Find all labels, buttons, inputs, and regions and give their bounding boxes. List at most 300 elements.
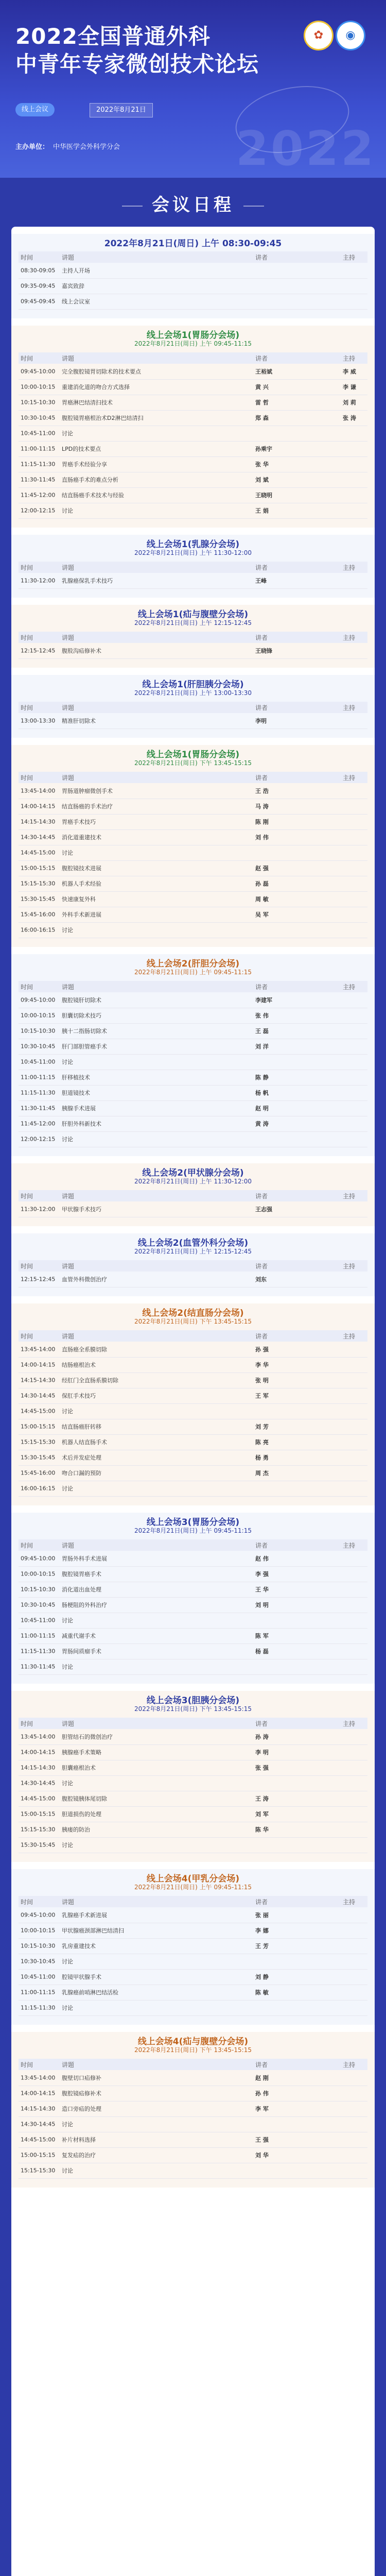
topic-cell: 腹腔镜肝切除术 [62,997,101,1004]
time-cell: 13:45-14:00 [21,1346,56,1353]
table-row [19,1775,367,1791]
section-subtitle: 2022年8月21日(周日) 下午 13:45-15:15 [134,2046,252,2054]
column-header-chair: 主持 [343,254,356,261]
agenda-panel [11,227,375,2576]
column-header-speaker: 讲者 [255,355,268,362]
column-header-speaker: 讲者 [255,1542,268,1549]
topic-cell: 腹腔镜胃癌根治术D2淋巴结清扫 [62,415,144,421]
section-title: 线上会场3(胃肠分会场) [146,1517,240,1528]
topic-cell: 嘉宾致辞 [62,283,84,290]
table-row [19,1760,367,1776]
topic-cell: 乳腺癌前哨淋巴结活检 [62,1989,118,1996]
topic-cell: 讨论 [62,927,73,934]
speaker-cell: 王 娟 [255,507,269,514]
time-cell: 10:30-10:45 [21,414,56,421]
time-cell: 14:15-14:30 [21,2105,56,2112]
section-title: 线上会场3(胆胰分会场) [146,1696,240,1706]
speaker-cell: 刘 静 [255,1974,269,1980]
topic-cell: 腹壁切口疝修补 [62,2075,101,2081]
table-row [19,2132,367,2148]
chair-cell: 李 谦 [343,384,356,391]
column-header-time: 时间 [21,704,33,711]
time-cell: 11:45-12:00 [21,1120,56,1127]
table-header [19,1718,367,1729]
topic-cell: 结直肠癌肝转移 [62,1423,101,1430]
speaker-cell: 李 强 [255,1571,269,1578]
agenda-section [11,605,375,668]
speaker-cell: 张 丽 [255,1912,269,1919]
table-header [19,1896,367,1907]
speaker-cell: 王 芳 [255,1943,269,1950]
time-cell: 10:00-10:15 [21,1927,56,1934]
topic-cell: 讨论 [62,1136,73,1143]
agenda-section [11,1513,375,1684]
topic-cell: 完全腹腔镜胃切除术的技术要点 [62,368,141,375]
topic-cell: 胃癌手术经验分享 [62,461,107,468]
topic-cell: 胆囊癌根治术 [62,1765,96,1771]
speaker-cell: 孙 涛 [255,1734,269,1740]
speaker-cell: 孙 磊 [255,880,269,887]
time-cell: 14:30-14:45 [21,1780,56,1787]
table-row [19,410,367,426]
speaker-cell: 黄 涛 [255,1121,269,1127]
table-row [19,1582,367,1598]
speaker-cell: 王 军 [255,1393,269,1399]
section-title: 线上会场2(肝胆分会场) [146,959,240,969]
table-row [19,1388,367,1404]
speaker-cell: 刘 斌 [255,477,269,483]
speaker-cell: 刘 华 [255,2152,269,2159]
table-row [19,814,367,830]
agenda-section [11,675,375,738]
time-cell: 10:00-10:15 [21,383,56,391]
column-header-topic: 讲题 [62,1542,75,1549]
section-subtitle: 2022年8月21日(周日) 上午 11:30-12:00 [134,549,252,556]
table-row [19,456,367,472]
topic-cell: 腹腔镜疝修补术 [62,2090,101,2097]
topic-cell: 机器人结直肠手术 [62,1439,107,1446]
table-row [19,441,367,457]
column-header-speaker: 讲者 [255,1720,268,1727]
column-header-topic: 讲题 [62,1333,75,1340]
time-cell: 11:15-11:30 [21,2004,56,2011]
table-row [19,2101,367,2117]
time-cell: 11:00-11:15 [21,1989,56,1996]
time-cell: 14:15-14:30 [21,818,56,825]
section-title: 2022年8月21日(周日) 上午 08:30-09:45 [104,239,282,249]
year-watermark: 2022 [235,121,376,176]
topic-cell: 讨论 [62,430,73,437]
topic-cell: 讨论 [62,1617,73,1624]
time-cell: 11:45-12:00 [21,492,56,499]
table-row [19,1822,367,1838]
table-header [19,1260,367,1272]
column-header-speaker: 讲者 [255,634,268,641]
column-header-time: 时间 [21,564,33,571]
time-cell: 09:45-09:45 [21,298,56,305]
section-title: 线上会场2(结直肠分会场) [142,1308,244,1318]
table-row [19,2086,367,2102]
time-cell: 09:45-10:00 [21,1911,56,1919]
table-row [19,1419,367,1435]
topic-cell: 直肠癌手术的难点分析 [62,477,118,483]
time-cell: 10:45-11:00 [21,1973,56,1980]
column-header-speaker: 讲者 [255,1263,268,1270]
agenda-section [11,954,375,1156]
topic-cell: 甲状腺手术技巧 [62,1206,101,1213]
table-row [19,1628,367,1644]
time-cell: 14:00-14:15 [21,1749,56,1756]
column-header-topic: 讲题 [62,2061,75,2069]
time-cell: 14:15-14:30 [21,1764,56,1771]
section-subtitle: 2022年8月21日(周日) 上午 11:30-12:00 [134,1178,252,1185]
table-row [19,1923,367,1939]
column-header-chair: 主持 [343,1263,356,1270]
speaker-cell: 王 强 [255,2137,269,2143]
topic-cell: 结肠癌根治术 [62,1362,96,1368]
time-cell: 13:45-14:00 [21,2074,56,2081]
table-row [19,1131,367,1147]
table-header [19,251,367,263]
event-date: 2022年8月21日 [90,103,153,117]
column-header-time: 时间 [21,984,33,991]
topic-cell: 机器人手术经验 [62,880,101,887]
table-row [19,1465,367,1481]
speaker-cell: 杨 勇 [255,1454,269,1461]
speaker-cell: 刘 明 [255,1602,269,1608]
agenda-section [11,2032,375,2188]
table-row [19,1008,367,1024]
agenda-section [11,745,375,947]
speaker-cell: 王 浩 [255,788,269,794]
column-header-topic: 讲题 [62,1720,75,1727]
table-row [19,1566,367,1582]
time-cell: 11:30-12:00 [21,1206,56,1213]
table-row [19,907,367,923]
speaker-cell: 马 涛 [255,803,269,810]
speaker-cell: 周 杰 [255,1470,269,1477]
topic-cell: 讨论 [62,1780,73,1787]
time-cell: 15:15-15:30 [21,1438,56,1446]
table-row [19,426,367,442]
topic-cell: 直肠癌全系膜切除 [62,1346,107,1353]
agenda-section [11,1691,375,1862]
column-header-chair: 主持 [343,564,356,571]
speaker-cell: 王 华 [255,1586,269,1593]
speaker-cell: 张 强 [255,1765,269,1771]
column-header-speaker: 讲者 [255,2061,268,2069]
table-row [19,1100,367,1116]
table-header [19,981,367,992]
time-cell: 15:45-16:00 [21,1469,56,1477]
speaker-cell: 李 娜 [255,1927,269,1934]
agenda-section [11,234,375,318]
speaker-cell: 王志强 [255,1206,272,1213]
column-header-topic: 讲题 [62,984,75,991]
column-header-time: 时间 [21,2061,33,2069]
chair-cell: 刘 莉 [343,399,356,406]
time-cell: 11:00-11:15 [21,1074,56,1081]
topic-cell: 胰十二指肠切除术 [62,1028,107,1035]
topic-cell: 讨论 [62,2121,73,2128]
topic-cell: 线上会议室 [62,298,90,305]
column-header-speaker: 讲者 [255,774,268,782]
table-row [19,1357,367,1373]
table-row [19,1403,367,1419]
topic-cell: 腹腔镜技术进展 [62,865,101,872]
column-header-topic: 讲题 [62,774,75,782]
time-cell: 15:00-15:15 [21,2151,56,2159]
topic-cell: 讨论 [62,1408,73,1415]
table-row [19,573,367,589]
table-row [19,713,367,729]
column-header-topic: 讲题 [62,564,75,571]
table-row [19,1450,367,1466]
table-row [19,1744,367,1760]
speaker-cell: 杨 帆 [255,1090,269,1096]
time-cell: 14:00-14:15 [21,2090,56,2097]
table-row [19,1985,367,2001]
column-header-speaker: 讲者 [255,1333,268,1340]
table-header [19,562,367,573]
topic-cell: 胃癌手术技巧 [62,819,96,825]
column-header-topic: 讲题 [62,1899,75,1906]
topic-cell: 讨论 [62,2005,73,2011]
topic-cell: 复发疝的治疗 [62,2152,96,2159]
table-row [19,1806,367,1822]
time-cell: 11:30-11:45 [21,476,56,483]
section-subtitle: 2022年8月21日(周日) 下午 13:45-15:15 [134,1318,252,1325]
speaker-cell: 刘东 [255,1276,267,1283]
column-header-speaker: 讲者 [255,564,268,571]
table-row [19,1597,367,1613]
topic-cell: 讨论 [62,1958,73,1965]
table-row [19,783,367,799]
topic-cell: 术后并发症处理 [62,1454,101,1461]
section-subtitle: 2022年8月21日(周日) 上午 09:45-11:15 [134,1527,252,1534]
column-header-speaker: 讲者 [255,1193,268,1200]
column-header-time: 时间 [21,1542,33,1549]
time-cell: 14:30-14:45 [21,2121,56,2128]
topic-cell: 胆管结石的微创治疗 [62,1734,113,1740]
speaker-cell: 陈 亮 [255,1439,269,1446]
speaker-cell: 王 涛 [255,1795,269,1802]
time-cell: 14:45-15:00 [21,2136,56,2143]
table-header [19,1190,367,1201]
topic-cell: 讨论 [62,850,73,856]
topic-cell: 讨论 [62,1664,73,1670]
time-cell: 14:15-14:30 [21,1377,56,1384]
table-header [19,772,367,783]
time-cell: 15:00-15:15 [21,1423,56,1430]
time-cell: 08:30-09:05 [21,267,56,274]
topic-cell: 肝胆外科新技术 [62,1121,101,1127]
column-header-chair: 主持 [343,984,356,991]
table-row [19,2116,367,2132]
column-header-time: 时间 [21,1263,33,1270]
time-cell: 10:00-10:15 [21,1570,56,1578]
speaker-cell: 赵 刚 [255,2075,269,2081]
speaker-cell: 雷 哲 [255,399,269,406]
speaker-cell: 王峰 [255,578,267,584]
time-cell: 10:30-10:45 [21,1043,56,1050]
association-logo-icon: ◉ [336,21,365,50]
time-cell: 12:00-12:15 [21,507,56,514]
table-row [19,2163,367,2179]
topic-cell: 胃肠道肿瘤微创手术 [62,788,113,794]
time-cell: 12:00-12:15 [21,1136,56,1143]
agenda-title: 会议日程 [0,191,386,216]
table-header [19,1539,367,1551]
speaker-cell: 赵 强 [255,865,269,872]
table-row [19,379,367,395]
time-cell: 11:15-11:30 [21,1089,56,1096]
time-cell: 14:30-14:45 [21,834,56,841]
speaker-cell: 张 华 [255,461,269,468]
speaker-cell: 张 明 [255,1377,269,1384]
time-cell: 15:15-15:30 [21,880,56,887]
column-header-topic: 讲题 [62,254,75,261]
time-cell: 15:30-15:45 [21,895,56,903]
table-row [19,1116,367,1132]
column-header-time: 时间 [21,1720,33,1727]
agenda-section [11,1163,375,1226]
table-row [19,2000,367,2016]
time-cell: 09:45-10:00 [21,996,56,1004]
topic-cell: 减重代谢手术 [62,1633,96,1639]
column-header-chair: 主持 [343,1333,356,1340]
table-row [19,876,367,892]
speaker-cell: 陈 敏 [255,1989,269,1996]
table-row [19,1085,367,1101]
time-cell: 14:45-15:00 [21,849,56,856]
topic-cell: 胰瘘的防治 [62,1826,90,1833]
speaker-cell: 孙 伟 [255,2090,269,2097]
topic-cell: 结直肠癌的手术治疗 [62,803,113,810]
time-cell: 10:45-11:00 [21,1058,56,1065]
table-row [19,364,367,380]
table-row [19,922,367,938]
time-cell: 10:45-11:00 [21,1617,56,1624]
topic-cell: 吻合口漏的预防 [62,1470,101,1477]
time-cell: 15:15-15:30 [21,1826,56,1833]
table-row [19,1954,367,1970]
topic-cell: 外科手术新进展 [62,911,101,918]
table-row [19,845,367,861]
table-header [19,702,367,713]
time-cell: 14:30-14:45 [21,1392,56,1399]
column-header-chair: 主持 [343,1720,356,1727]
speaker-cell: 刘 军 [255,1811,269,1818]
time-cell: 11:15-11:30 [21,461,56,468]
table-row [19,1643,367,1659]
table-row [19,1969,367,1985]
speaker-cell: 王 磊 [255,1028,269,1035]
column-header-topic: 讲题 [62,1193,75,1200]
section-subtitle: 2022年8月21日(周日) 上午 13:00-13:30 [134,689,252,697]
topic-cell: 保肛手术技巧 [62,1393,96,1399]
speaker-cell: 李明 [255,718,267,724]
time-cell: 11:00-11:15 [21,1632,56,1639]
agenda-section [11,1303,375,1505]
table-row [19,1481,367,1497]
column-header-time: 时间 [21,1193,33,1200]
time-cell: 10:30-10:45 [21,1601,56,1608]
time-cell: 11:30-11:45 [21,1663,56,1670]
time-cell: 12:15-12:45 [21,1276,56,1283]
speaker-cell: 吴 军 [255,911,269,918]
topic-cell: 补片材料选择 [62,2137,96,2143]
table-row [19,1023,367,1039]
column-header-chair: 主持 [343,355,356,362]
topic-cell: 乳腺癌保乳手术技巧 [62,578,113,584]
page-title-line1: 2022全国普通外科 [15,24,210,49]
host-label: 主办单位： [15,143,49,151]
table-row [19,891,367,907]
column-header-topic: 讲题 [62,634,75,641]
table-row [19,1659,367,1675]
column-header-topic: 讲题 [62,1263,75,1270]
column-header-chair: 主持 [343,2061,356,2069]
topic-cell: 主持人开场 [62,267,90,274]
time-cell: 10:00-10:15 [21,1012,56,1019]
section-subtitle: 2022年8月21日(周日) 上午 09:45-11:15 [134,1884,252,1891]
table-row [19,472,367,488]
topic-cell: LPD的技术要点 [62,446,101,452]
table-row [19,1791,367,1807]
table-row [19,395,367,411]
column-header-topic: 讲题 [62,704,75,711]
table-row [19,860,367,876]
table-row [19,294,367,310]
table-row [19,278,367,294]
topic-cell: 甲状腺癌颈部淋巴结清扫 [62,1927,124,1934]
column-header-chair: 主持 [343,1193,356,1200]
section-subtitle: 2022年8月21日(周日) 上午 12:15-12:45 [134,619,252,626]
column-header-chair: 主持 [343,704,356,711]
time-cell: 09:45-10:00 [21,1555,56,1562]
time-cell: 14:45-15:00 [21,1795,56,1802]
speaker-cell: 李建军 [255,997,272,1004]
topic-cell: 结直肠癌手术技术与经验 [62,492,124,499]
topic-cell: 造口旁疝的处理 [62,2106,101,2112]
time-cell: 10:45-11:00 [21,430,56,437]
agenda-section [11,535,375,598]
chair-cell: 张 涛 [343,415,356,421]
time-cell: 15:30-15:45 [21,1454,56,1461]
speaker-cell: 王裕斌 [255,368,272,375]
table-row [19,1551,367,1567]
section-title: 线上会场1(疝与腹壁分会场) [137,609,249,620]
speaker-cell: 赵 伟 [255,1555,269,1562]
topic-cell: 快速康复外科 [62,896,96,903]
table-row [19,992,367,1008]
table-row [19,1729,367,1745]
time-cell: 15:45-16:00 [21,911,56,918]
table-row [19,1272,367,1287]
speaker-cell: 王晓锋 [255,648,272,654]
speaker-cell: 孙 强 [255,1346,269,1353]
table-header [19,352,367,364]
section-title: 线上会场4(甲乳分会场) [146,1874,240,1884]
time-cell: 14:45-15:00 [21,1408,56,1415]
topic-cell: 讨论 [62,507,73,514]
topic-cell: 腹腔镜胰体尾切除 [62,1795,107,1802]
section-title: 线上会场2(甲状腺分会场) [142,1168,244,1178]
topic-cell: 讨论 [62,1842,73,1849]
table-row [19,487,367,503]
speaker-cell: 孙乘宇 [255,446,272,452]
